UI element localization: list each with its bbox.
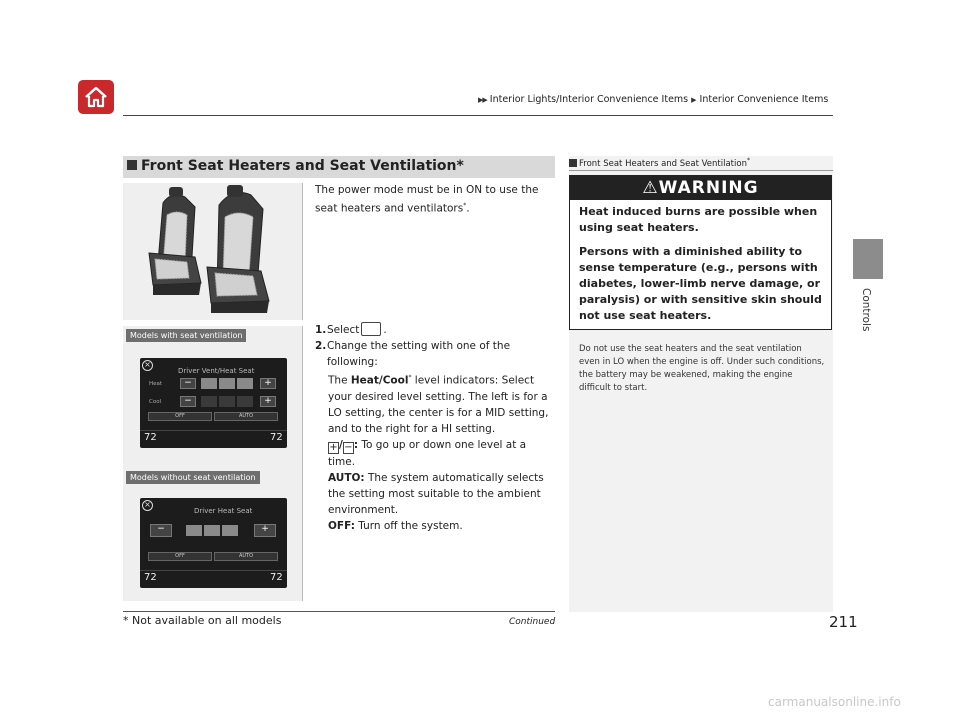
breadcrumb [478,94,828,105]
home-icon [83,84,109,110]
heat-plus-button[interactable]: + [254,524,276,537]
cool-level-hi[interactable] [237,396,253,407]
front-seats-icon [123,183,303,320]
climate-bar [140,430,287,448]
steps [315,322,555,534]
note-body: Do not use the seat heaters and the seat ventilation even in LO when the engine is off. Under such conditions, the battery may be weakened, making the engine difficult to start. [579,344,825,393]
note-heading: Front Seat Heaters and Seat Ventilation* [569,157,750,169]
note-bullet-icon [569,159,577,167]
heat-label: Heat [149,381,163,387]
home-button[interactable] [78,80,114,114]
heat-level-mid[interactable] [204,525,220,536]
chapter-label: Controls [860,288,872,332]
heat-level-hi[interactable] [222,525,238,536]
intro-paragraph: The power mode must be in ON to use the seat heaters and ventilators*. [315,184,539,215]
off-item: OFF: Turn off the system. [328,519,463,532]
breadcrumb-arrow-icon: ▶▶ [478,96,487,104]
warning-icon: ⚠ [642,178,659,198]
plus-icon: + [329,441,338,453]
plusminus-item: +/−: To go up or down one level at a time. [328,438,527,468]
step-2: 2. Change the setting with one of the following: [315,340,511,368]
heat-level-mid[interactable] [219,378,235,389]
heat-level-hi[interactable] [237,378,253,389]
cool-level-mid[interactable] [219,396,235,407]
breadcrumb-item[interactable]: Interior Lights/Interior Convenience Items [489,94,689,105]
heat-minus-button[interactable]: − [180,378,196,389]
footnote: * Not available on all models [123,614,282,627]
climate-bar [140,570,287,588]
page-number: 211 [829,613,858,631]
off-button[interactable]: OFF [148,412,212,421]
heat-level-lo[interactable] [201,378,217,389]
heat-plus-button[interactable]: + [260,378,276,389]
close-icon[interactable]: × [142,360,153,371]
warning-header: ⚠WARNING [570,176,831,200]
cool-plus-button[interactable]: + [260,396,276,407]
step-1: 1.Select . [315,324,387,336]
vent-heat-screen [140,358,287,448]
note-divider [569,170,833,171]
temp-left: 72 [144,432,157,443]
seat-illustration [123,183,303,320]
warning-box [569,175,832,330]
auto-item: AUTO: The system automatically selects the setting most suitable to the ambient environment. [328,471,544,516]
cool-label: Cool [149,399,162,405]
heat-seat-screen [140,498,287,588]
auto-button[interactable]: AUTO [214,552,278,561]
heat-minus-button[interactable]: − [150,524,172,537]
minus-icon: − [344,441,353,453]
watermark: carmanualsonline.info [768,695,901,709]
temp-left: 72 [144,572,157,583]
cool-level-lo[interactable] [201,396,217,407]
section-bullet-icon [127,160,137,170]
heat-level-lo[interactable] [186,525,202,536]
warning-text: Heat induced burns are possible when using seat heaters. [579,205,818,234]
screen-title: Driver Vent/Heat Seat [178,367,255,375]
seat-settings-icon [361,322,381,336]
breadcrumb-item[interactable]: Interior Convenience Items [699,94,829,105]
auto-button[interactable]: AUTO [214,412,278,421]
breadcrumb-arrow-icon: ▶ [691,96,697,104]
temp-right: 72 [270,572,283,583]
off-button[interactable]: OFF [148,552,212,561]
figure-caption: Models with seat ventilation [126,329,246,342]
screen-title: Driver Heat Seat [194,507,253,515]
figure-caption: Models without seat ventilation [126,471,260,484]
footer-divider [123,611,555,612]
temp-right: 72 [270,432,283,443]
warning-text: Persons with a diminished ability to sense temperature (e.g., persons with diabetes, lower-limb nerve damage, or paralysis) or with sensitive skin should not use seat heaters. [579,245,822,322]
continued-label: Continued [509,617,556,627]
header-divider [123,115,833,116]
section-title: Front Seat Heaters and Seat Ventilation* [127,158,464,174]
close-icon[interactable]: × [142,500,153,511]
cool-minus-button[interactable]: − [180,396,196,407]
heatcool-item: The Heat/Cool* level indicators: Select your desired level setting. The left is for a LO setting, the center is for a MID setting, and to the right for a HI setting. [328,374,549,435]
chapter-tab[interactable] [853,239,883,279]
